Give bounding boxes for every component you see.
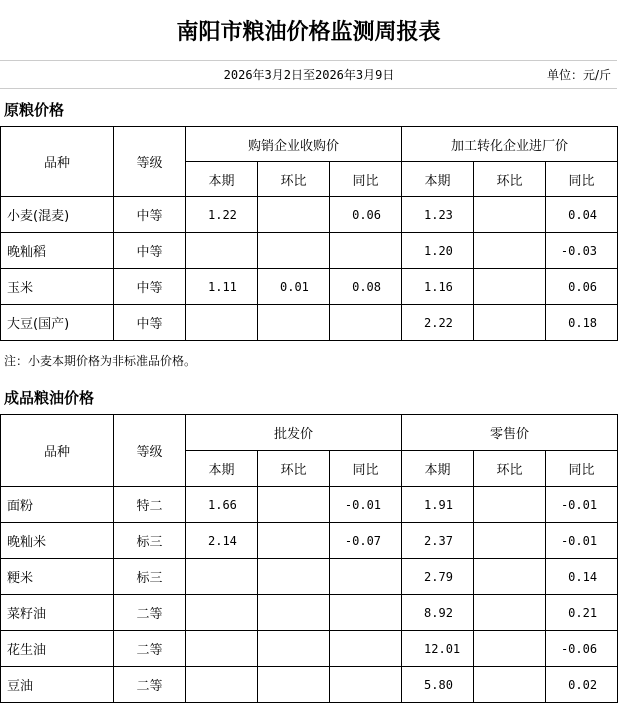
header-factory-price: 加工转化企业进厂价: [402, 127, 618, 162]
cell-b-current: 2.37: [402, 523, 474, 559]
cell-variety: 花生油: [1, 631, 114, 667]
cell-b-current: 2.79: [402, 559, 474, 595]
header-current: 本期: [186, 451, 258, 487]
cell-variety: 晚籼米: [1, 523, 114, 559]
cell-grade: 中等: [114, 305, 186, 341]
cell-a-yoy: 0.06: [330, 197, 402, 233]
cell-b-current: 1.23: [402, 197, 474, 233]
table-row: [1, 197, 618, 233]
cell-a-current: 1.22: [186, 197, 258, 233]
cell-variety: 面粉: [1, 487, 114, 523]
cell-grade: 中等: [114, 233, 186, 269]
cell-b-current: 5.80: [402, 667, 474, 703]
cell-b-mom: [474, 305, 546, 341]
table-row: [1, 631, 618, 667]
cell-b-current: 8.92: [402, 595, 474, 631]
cell-grade: 标三: [114, 559, 186, 595]
header-wholesale-price: 批发价: [186, 415, 402, 451]
cell-a-mom: [258, 487, 330, 523]
cell-grade: 二等: [114, 667, 186, 703]
cell-grade: 二等: [114, 631, 186, 667]
cell-a-yoy: [330, 559, 402, 595]
cell-b-mom: [474, 523, 546, 559]
report-title: 南阳市粮油价格监测周报表: [0, 0, 617, 61]
table-row: [1, 667, 618, 703]
cell-b-mom: [474, 233, 546, 269]
header-retail-price: 零售价: [402, 415, 618, 451]
table-row: [1, 233, 618, 269]
cell-a-mom: [258, 559, 330, 595]
header-variety: 品种: [1, 127, 114, 197]
cell-a-current: [186, 667, 258, 703]
cell-a-current: [186, 595, 258, 631]
header-yoy: 同比: [546, 451, 618, 487]
cell-grade: 中等: [114, 197, 186, 233]
cell-b-current: 1.16: [402, 269, 474, 305]
cell-variety: 小麦(混麦): [1, 197, 114, 233]
cell-grade: 标三: [114, 523, 186, 559]
cell-a-mom: 0.01: [258, 269, 330, 305]
date-row: [0, 60, 617, 89]
cell-b-yoy: 0.04: [546, 197, 618, 233]
cell-b-yoy: 0.21: [546, 595, 618, 631]
cell-b-current: 1.91: [402, 487, 474, 523]
cell-a-current: [186, 631, 258, 667]
raw-grain-table: [0, 126, 618, 341]
cell-a-current: [186, 305, 258, 341]
cell-a-yoy: [330, 631, 402, 667]
cell-b-yoy: -0.01: [546, 523, 618, 559]
header-yoy: 同比: [330, 451, 402, 487]
cell-a-mom: [258, 305, 330, 341]
footnote: 注：小麦本期价格为非标准品价格。: [4, 354, 197, 368]
cell-a-yoy: [330, 305, 402, 341]
cell-a-yoy: -0.07: [330, 523, 402, 559]
cell-b-mom: [474, 487, 546, 523]
header-variety: 品种: [1, 415, 114, 487]
header-grade: 等级: [114, 415, 186, 487]
cell-b-current: 12.01: [402, 631, 474, 667]
header-purchase-price: 购销企业收购价: [186, 127, 402, 162]
table-row: [1, 559, 618, 595]
header-current: 本期: [402, 162, 474, 197]
finished-grain-table: [0, 414, 618, 703]
unit-label: 单位：元/斤: [546, 68, 611, 82]
cell-a-current: 1.66: [186, 487, 258, 523]
header-mom: 环比: [258, 451, 330, 487]
cell-a-yoy: [330, 595, 402, 631]
header-mom: 环比: [474, 162, 546, 197]
cell-b-mom: [474, 559, 546, 595]
cell-b-yoy: 0.02: [546, 667, 618, 703]
header-yoy: 同比: [330, 162, 402, 197]
header-yoy: 同比: [546, 162, 618, 197]
cell-b-yoy: -0.06: [546, 631, 618, 667]
cell-a-yoy: 0.08: [330, 269, 402, 305]
cell-b-yoy: 0.18: [546, 305, 618, 341]
section-finished-grain-heading: 成品粮油价格: [4, 388, 95, 407]
cell-variety: 菜籽油: [1, 595, 114, 631]
table-row: [1, 523, 618, 559]
cell-b-mom: [474, 197, 546, 233]
date-range: 2026年3月2日至2026年3月9日: [223, 68, 395, 82]
header-current: 本期: [402, 451, 474, 487]
cell-a-yoy: -0.01: [330, 487, 402, 523]
cell-grade: 中等: [114, 269, 186, 305]
cell-a-mom: [258, 523, 330, 559]
cell-a-mom: [258, 667, 330, 703]
cell-a-current: [186, 233, 258, 269]
cell-b-current: 2.22: [402, 305, 474, 341]
cell-b-mom: [474, 667, 546, 703]
cell-a-mom: [258, 233, 330, 269]
header-mom: 环比: [258, 162, 330, 197]
cell-b-mom: [474, 595, 546, 631]
cell-variety: 大豆(国产): [1, 305, 114, 341]
cell-a-current: 1.11: [186, 269, 258, 305]
cell-b-yoy: 0.06: [546, 269, 618, 305]
cell-b-yoy: 0.14: [546, 559, 618, 595]
table-row: [1, 305, 618, 341]
cell-a-yoy: [330, 233, 402, 269]
cell-grade: 二等: [114, 595, 186, 631]
table-row: [1, 595, 618, 631]
cell-variety: 粳米: [1, 559, 114, 595]
cell-a-mom: [258, 631, 330, 667]
cell-variety: 玉米: [1, 269, 114, 305]
cell-b-current: 1.20: [402, 233, 474, 269]
section-raw-grain-heading: 原粮价格: [4, 100, 65, 119]
cell-a-yoy: [330, 667, 402, 703]
cell-b-mom: [474, 269, 546, 305]
table-row: [1, 487, 618, 523]
cell-b-mom: [474, 631, 546, 667]
cell-grade: 特二: [114, 487, 186, 523]
cell-variety: 晚籼稻: [1, 233, 114, 269]
header-current: 本期: [186, 162, 258, 197]
header-grade: 等级: [114, 127, 186, 197]
cell-a-current: [186, 559, 258, 595]
cell-b-yoy: -0.01: [546, 487, 618, 523]
table-row: [1, 269, 618, 305]
cell-variety: 豆油: [1, 667, 114, 703]
cell-a-current: 2.14: [186, 523, 258, 559]
header-mom: 环比: [474, 451, 546, 487]
cell-b-yoy: -0.03: [546, 233, 618, 269]
cell-a-mom: [258, 595, 330, 631]
cell-a-mom: [258, 197, 330, 233]
